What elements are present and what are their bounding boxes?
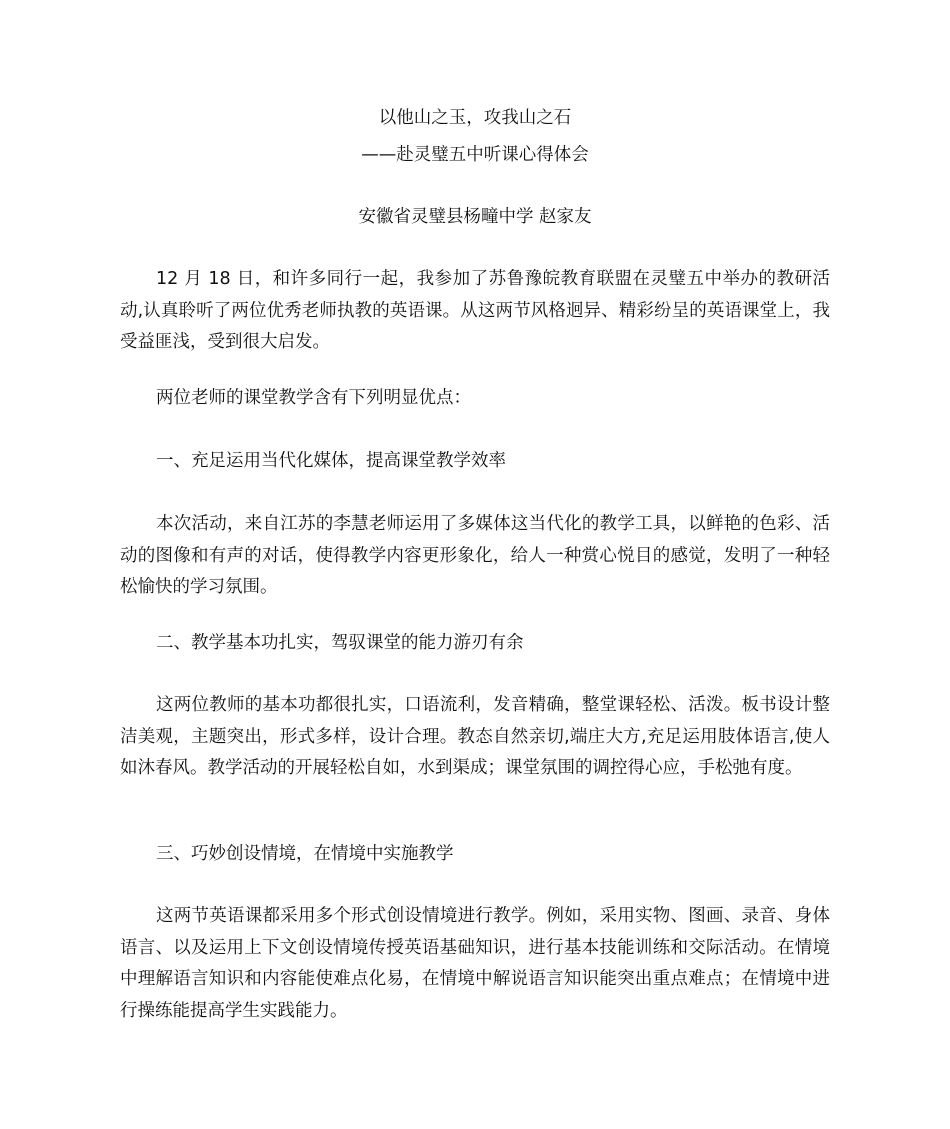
paragraph-section-3: 这两节英语课都采用多个形式创设情境进行教学。例如，采用实物、图画、录音、身体语言、以及运用上下文创设情境传授英语基础知识，进行基本技能训练和交际活动。在情境中理解语言知识和内容能使难点化易，在情境中解说语言知识能突出重点难点；在情境中进行操练能提高学生实践能力。	[120, 906, 830, 1021]
paragraph-advantages-lead: 两位老师的课堂教学含有下列明显优点：	[156, 388, 471, 408]
document-subtitle: ——赴灵璧五中听课心得体会	[361, 145, 589, 165]
section-heading-3: 三、巧妙创设情境，在情境中实施教学	[156, 844, 454, 864]
paragraph-section-1: 本次活动，来自江苏的李慧老师运用了多媒体这当代化的教学工具，以鲜艳的色彩、活动的图像和有声的对话，使得教学内容更形象化，给人一种赏心悦目的感觉，发明了一种轻松愉快的学习氛围。	[120, 514, 830, 597]
document-title: 以他山之玉，攻我山之石	[378, 108, 572, 128]
section-heading-2: 二、教学基本功扎实，驾驭课堂的能力游刃有余	[156, 633, 524, 653]
paragraph-section-2: 这两位教师的基本功都很扎实，口语流利，发音精确，整堂课轻松、活泼。板书设计整洁美观，主题突出，形式多样，设计合理。教态自然亲切,端庄大方,充足运用肢体语言,使人如沐春风。教学活动的开展轻松自如，水到渠成；课堂氛围的调控得心应，手松弛有度。	[120, 695, 830, 778]
paragraph-intro: 12 月 18 日，和许多同行一起，我参加了苏鲁豫皖教育联盟在灵璧五中举办的教研活动,认真聆听了两位优秀老师执教的英语课。从这两节风格迥异、精彩纷呈的英语课堂上，我受益匪浅，受到很大启发。	[120, 269, 830, 352]
document-author: 安徽省灵璧县杨疃中学 赵家友	[358, 207, 592, 227]
section-heading-1: 一、充足运用当代化媒体，提高课堂教学效率	[156, 451, 506, 471]
